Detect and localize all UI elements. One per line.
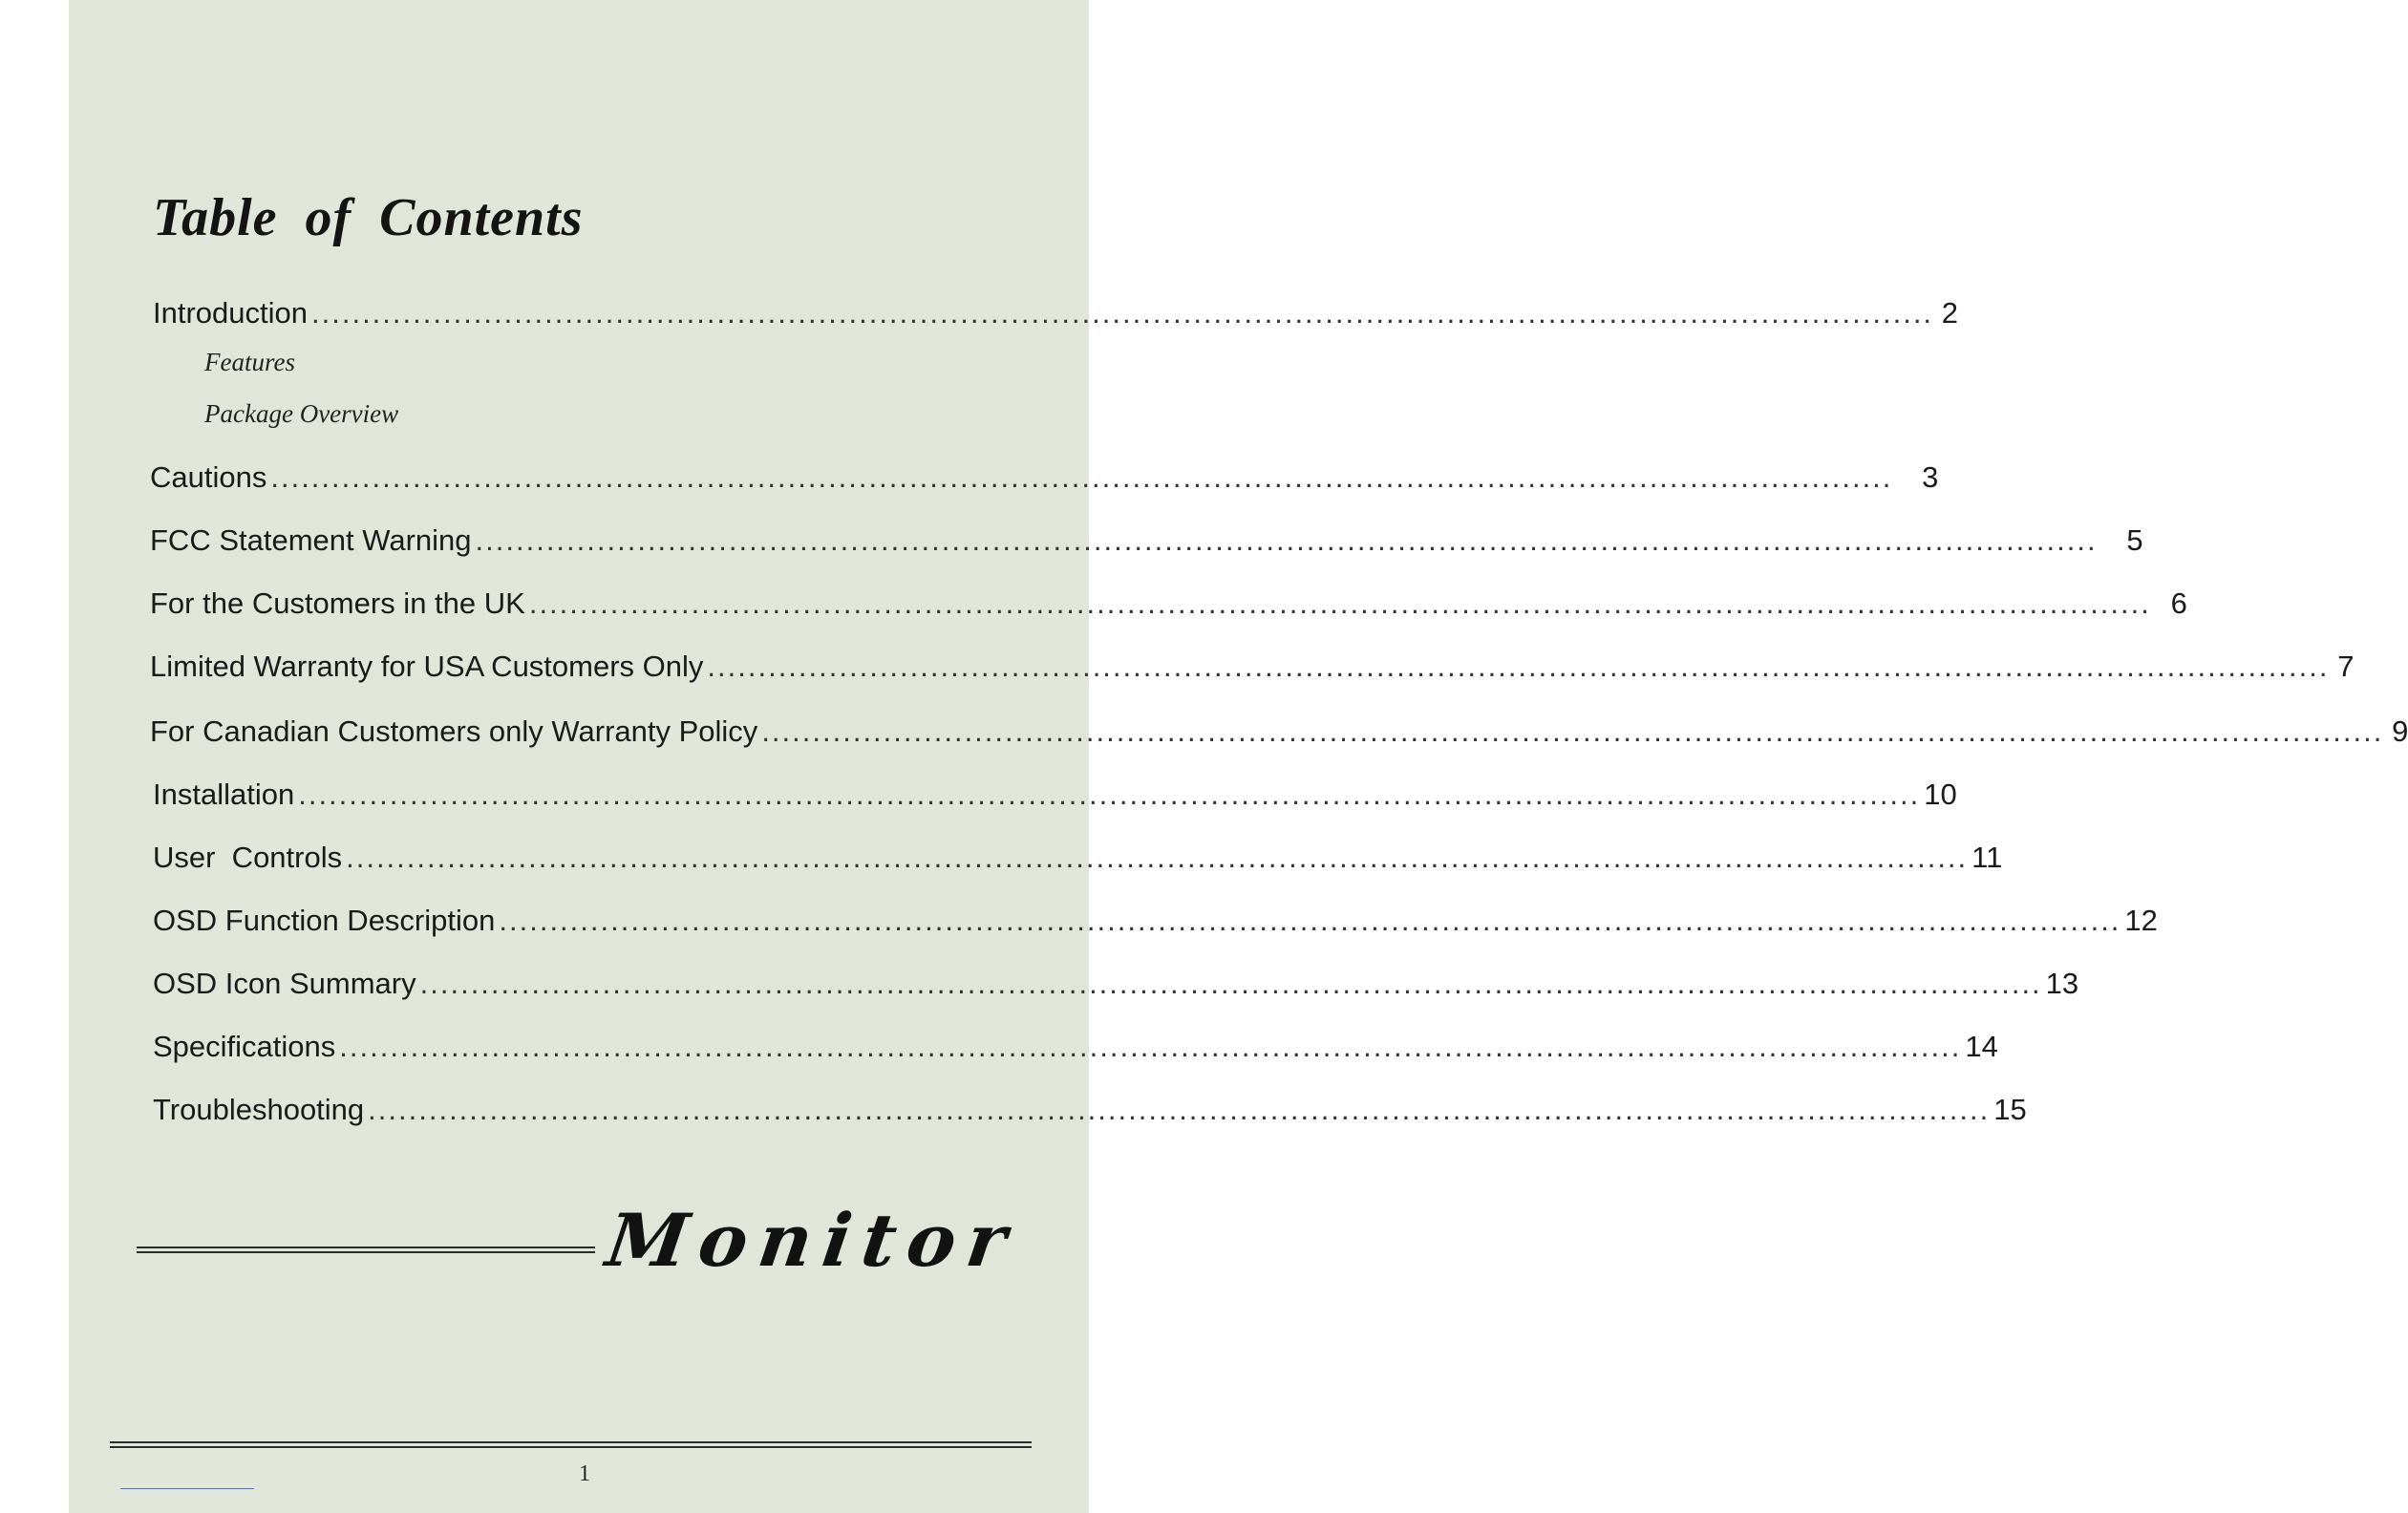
toc-entry-label: For Canadian Customers only Warranty Policy bbox=[150, 714, 758, 748]
toc-entry-label: User Controls bbox=[153, 841, 343, 874]
dot-leader: ................................................................................................................................................................ bbox=[339, 1030, 1962, 1063]
toc-entry-page: 13 bbox=[2045, 967, 2079, 1000]
dot-leader: ................................................................................................................................................................ bbox=[419, 967, 2042, 1000]
toc-entry-page: 7 bbox=[2337, 650, 2355, 683]
toc-entry-page: 15 bbox=[1993, 1093, 2027, 1126]
dot-leader: ................................................................................................................................................................ bbox=[270, 460, 1893, 494]
toc-entry-page: 11 bbox=[1971, 841, 2003, 874]
toc-entry-label: Troubleshooting bbox=[153, 1093, 365, 1126]
toc-entry-page: 12 bbox=[2124, 904, 2158, 937]
toc-subentry-package-overview[interactable]: Package Overview bbox=[204, 399, 399, 428]
footer-link-underline bbox=[120, 1488, 254, 1489]
toc-entry-label: OSD Function Description bbox=[153, 904, 496, 937]
monitor-logo: Monitor bbox=[601, 1198, 1024, 1283]
dot-leader: ................................................................................................................................................................ bbox=[475, 523, 2098, 557]
toc-entry-usa-warranty[interactable] bbox=[150, 650, 2355, 688]
toc-entry-page: 5 bbox=[2126, 523, 2143, 557]
footer-double-rule bbox=[110, 1441, 1032, 1447]
toc-entry-troubleshooting[interactable] bbox=[153, 1093, 2027, 1131]
logo-double-rule bbox=[137, 1247, 595, 1252]
toc-entry-page: 10 bbox=[1924, 778, 1957, 811]
toc-entry-label: Installation bbox=[153, 778, 295, 811]
dot-leader: ................................................................................................................................................................ bbox=[311, 296, 1934, 330]
dot-leader: ................................................................................................................................................................ bbox=[499, 904, 2121, 937]
toc-entry-osd-function[interactable] bbox=[153, 904, 2158, 942]
toc-entry-user-controls[interactable] bbox=[153, 841, 2003, 879]
toc-entry-label: For the Customers in the UK bbox=[150, 586, 525, 620]
toc-entry-specifications[interactable] bbox=[153, 1030, 1998, 1068]
toc-entry-label: Introduction bbox=[153, 296, 308, 330]
toc-entry-uk-customers[interactable] bbox=[150, 586, 2187, 625]
dot-leader: ................................................................................................................................................................ bbox=[707, 650, 2330, 683]
toc-entry-cautions[interactable] bbox=[150, 460, 1939, 499]
toc-entry-label: FCC Statement Warning bbox=[150, 523, 472, 557]
dot-leader: ................................................................................................................................................................ bbox=[528, 586, 2151, 620]
toc-entry-canadian-warranty[interactable] bbox=[150, 714, 2408, 753]
toc-entry-page: 6 bbox=[2170, 586, 2187, 620]
toc-title: Table of Contents bbox=[153, 188, 584, 247]
dot-leader: ................................................................................................................................................................ bbox=[298, 778, 1921, 811]
toc-entry-page: 2 bbox=[1941, 296, 1959, 330]
toc-entry-page: 3 bbox=[1922, 460, 1939, 494]
dot-leader: ................................................................................................................................................................ bbox=[368, 1093, 1991, 1126]
toc-entry-installation[interactable] bbox=[153, 778, 1957, 816]
page-number: 1 bbox=[579, 1461, 590, 1486]
toc-entry-label: OSD Icon Summary bbox=[153, 967, 416, 1000]
toc-entry-introduction[interactable] bbox=[153, 296, 1959, 334]
toc-entry-label: Limited Warranty for USA Customers Only bbox=[150, 650, 704, 683]
dot-leader: ................................................................................................................................................................ bbox=[761, 714, 2384, 748]
dot-leader: ................................................................................................................................................................ bbox=[346, 841, 1969, 874]
toc-entry-label: Cautions bbox=[150, 460, 267, 494]
toc-subentry-features[interactable]: Features bbox=[204, 348, 295, 376]
toc-entry-fcc-statement[interactable] bbox=[150, 523, 2143, 562]
toc-entry-page: 9 bbox=[2392, 714, 2408, 748]
toc-entry-osd-icon-summary[interactable] bbox=[153, 967, 2079, 1005]
toc-entry-page: 14 bbox=[1965, 1030, 1998, 1063]
toc-entry-label: Specifications bbox=[153, 1030, 336, 1063]
